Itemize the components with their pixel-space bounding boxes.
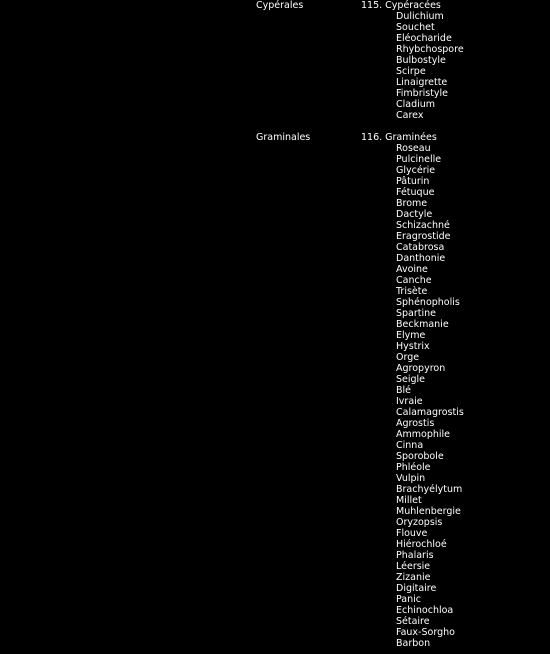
genus-list: [396, 11, 464, 121]
genus-item: Roseau: [396, 143, 431, 154]
genus-item: Muhlenbergie: [396, 506, 461, 517]
genus-item: Millet: [396, 495, 422, 506]
family-name: Graminées: [385, 132, 437, 143]
family-number: 115.: [361, 0, 383, 11]
genus-item: Agrostis: [396, 418, 435, 429]
genus-item: Dulichium: [396, 11, 444, 22]
genus-item: Sphénopholis: [396, 297, 460, 308]
genus-item: Bulbostyle: [396, 55, 446, 66]
genus-item: Cladium: [396, 99, 436, 110]
genus-item: Flouve: [396, 528, 428, 539]
genus-item: Panic: [396, 594, 422, 605]
genus-item: Spartine: [396, 308, 437, 319]
genus-item: Eléocharide: [396, 33, 452, 44]
genus-item: Eragrostide: [396, 231, 451, 242]
genus-item: Oryzopsis: [396, 517, 443, 528]
genus-item: Calamagrostis: [396, 407, 464, 418]
genus-item: Catabrosa: [396, 242, 445, 253]
genus-item: Ammophile: [396, 429, 450, 440]
genus-item: Vulpin: [396, 473, 426, 484]
genus-item: Brome: [396, 198, 428, 209]
genus-item: Sétaire: [396, 616, 430, 627]
family-name: Cypéracées: [385, 0, 441, 11]
genus-item: Souchet: [396, 22, 435, 33]
genus-item: Hiérochloé: [396, 539, 447, 550]
order-name: Cypérales: [256, 0, 304, 11]
genus-item: Scirpe: [396, 66, 426, 77]
genus-item: Fimbristyle: [396, 88, 449, 99]
genus-item: Dactyle: [396, 209, 433, 220]
genus-item: Barbon: [396, 638, 431, 649]
family-heading: [361, 132, 437, 143]
genus-item: Pâturin: [396, 176, 430, 187]
genus-item: Brachyélytum: [396, 484, 463, 495]
genus-item: Agropyron: [396, 363, 446, 374]
genus-item: Phléole: [396, 462, 431, 473]
genus-item: Carex: [396, 110, 424, 121]
genus-item: Pulcinelle: [396, 154, 442, 165]
genus-item: Sporobole: [396, 451, 444, 462]
genus-item: Trisète: [396, 286, 428, 297]
genus-item: Elyme: [396, 330, 426, 341]
genus-item: Seigle: [396, 374, 426, 385]
genus-item: Faux-Sorgho: [396, 627, 455, 638]
genus-list: [396, 143, 464, 649]
order-name: Graminales: [256, 132, 311, 143]
genus-item: Orge: [396, 352, 420, 363]
genus-item: Danthonie: [396, 253, 446, 264]
genus-item: Léersie: [396, 561, 431, 572]
genus-item: Cinna: [396, 440, 424, 451]
genus-item: Zizanie: [396, 572, 431, 583]
family-heading: [361, 0, 441, 11]
genus-item: Avoine: [396, 264, 428, 275]
genus-item: Beckmanie: [396, 319, 449, 330]
genus-item: Echinochloa: [396, 605, 454, 616]
genus-item: Digitaire: [396, 583, 437, 594]
genus-item: Ivraie: [396, 396, 423, 407]
genus-item: Glycérie: [396, 165, 436, 176]
genus-item: Rhybchospore: [396, 44, 464, 55]
family-number: 116.: [361, 132, 383, 143]
genus-item: Phalaris: [396, 550, 434, 561]
genus-item: Schizachné: [396, 220, 450, 231]
genus-item: Hystrix: [396, 341, 430, 352]
genus-item: Canche: [396, 275, 432, 286]
genus-item: Fétuque: [396, 187, 435, 198]
genus-item: Linaigrette: [396, 77, 448, 88]
genus-item: Blé: [396, 385, 412, 396]
